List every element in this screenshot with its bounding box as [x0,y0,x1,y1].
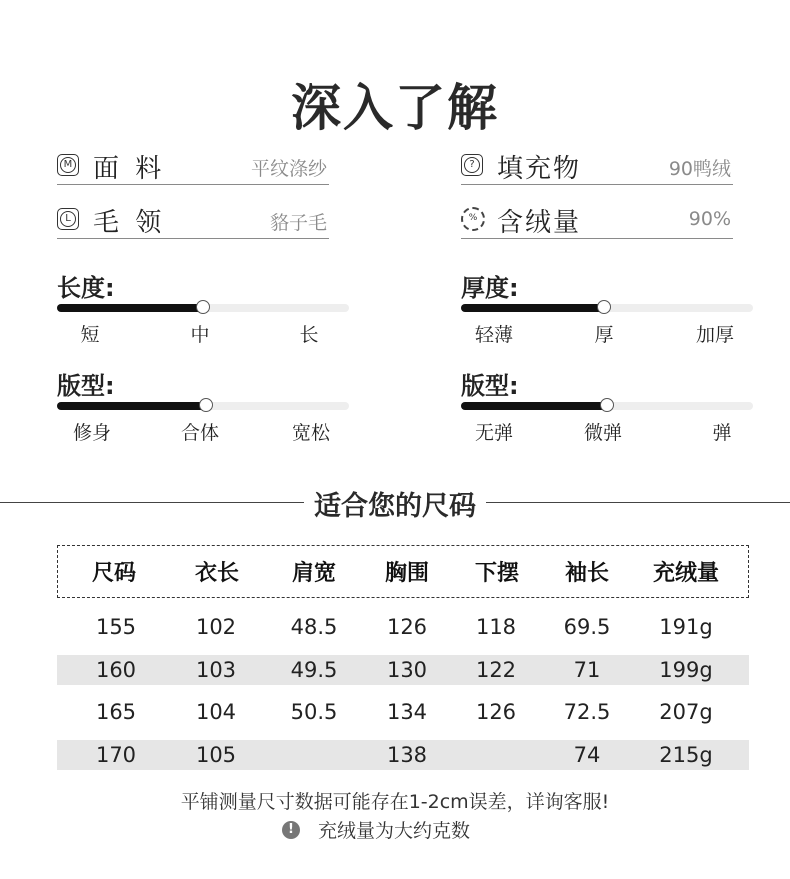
table-cell: 165 [95,700,137,724]
table-cell: 126 [475,700,517,724]
tick-label: 中 [190,324,210,346]
page-title: 深入了解 [291,79,499,137]
attr-down-content-value: 90% [688,208,731,230]
slider-elasticity-label: 版型: [461,372,519,400]
table-cell: 74 [573,743,601,767]
tick-label: 长 [299,324,319,346]
attr-collar-name: 毛 领 [93,208,166,238]
tick-label: 厚 [594,324,614,346]
slider-fill [57,402,206,410]
table-cell: 50.5 [290,700,338,724]
slider-thickness-label: 厚度: [461,274,519,302]
table-cell: 104 [195,700,237,724]
slider-knob [196,300,210,314]
attr-fabric [57,152,329,185]
slider-track [57,304,349,312]
percent-icon: % [461,207,485,231]
slider-knob [600,398,614,412]
slider-length [57,268,349,346]
tick-label: 加厚 [695,324,735,346]
attr-down-content [461,206,733,239]
header-cell: 胸围 [384,561,430,586]
header-cell: 袖长 [564,561,610,586]
tick-label: 修身 [72,422,112,444]
slider-fill [57,304,203,312]
attr-fabric-name: 面 料 [93,154,166,184]
attr-filling [461,152,733,185]
measurement-note: 平铺测量尺寸数据可能存在1-2cm误差，详询客服! [180,791,610,813]
tick-label: 宽松 [291,422,331,444]
table-cell: 134 [386,700,428,724]
fill-note: 充绒量为大约克数 [318,820,471,842]
slider-knob [199,398,213,412]
size-section-title: 适合您的尺码 [304,491,486,522]
table-cell: 215g [659,743,713,767]
header-cell: 尺码 [91,561,137,586]
attr-collar-value: 貉子毛 [269,212,327,234]
table-row [57,697,749,727]
attr-filling-name: 填充物 [497,154,582,184]
table-cell: 126 [386,615,428,639]
fabric-icon: M [57,154,79,176]
header-cell: 衣长 [194,561,240,586]
attr-down-content-name: 含绒量 [497,208,582,238]
fill-note-line [282,816,470,843]
table-cell: 207g [659,700,713,724]
slider-thickness [461,268,753,346]
table-cell: 170 [95,743,137,767]
collar-icon: L [57,208,79,230]
table-cell: 118 [475,615,517,639]
header-cell: 下摆 [474,561,520,586]
attr-filling-value: 90鸭绒 [668,158,731,180]
slider-track [57,402,349,410]
tick-label: 轻薄 [474,324,514,346]
table-cell: 72.5 [563,700,611,724]
table-cell: 102 [195,615,237,639]
tick-label: 短 [80,324,100,346]
table-header [57,545,749,598]
warning-icon: ! [282,821,300,839]
slider-fit-label: 版型: [57,372,115,400]
slider-knob [597,300,611,314]
table-cell: 49.5 [290,658,338,682]
table-cell: 103 [195,658,237,682]
table-cell: 199g [659,658,713,682]
slider-track [461,304,753,312]
question-icon: ? [461,154,483,176]
slider-fit [57,366,349,444]
attr-fabric-value: 平纹涤纱 [250,158,327,180]
tick-label: 合体 [180,422,220,444]
table-cell: 69.5 [563,615,611,639]
slider-fill [461,304,604,312]
tick-label: 弹 [712,422,732,444]
table-cell: 191g [659,615,713,639]
table-row [57,655,749,685]
table-row [57,740,749,770]
table-cell: 138 [386,743,428,767]
table-cell: 122 [475,658,517,682]
table-cell: 105 [195,743,237,767]
table-row [57,612,749,642]
header-cell: 充绒量 [652,561,720,586]
table-cell: 130 [386,658,428,682]
slider-length-label: 长度: [57,274,115,302]
slider-track [461,402,753,410]
tick-label: 无弹 [474,422,514,444]
slider-elasticity [461,366,753,444]
tick-label: 微弹 [583,422,623,444]
attr-collar [57,206,329,239]
table-cell: 48.5 [290,615,338,639]
table-cell: 71 [573,658,601,682]
table-cell: 160 [95,658,137,682]
slider-fill [461,402,607,410]
table-cell: 155 [95,615,137,639]
header-cell: 肩宽 [291,561,337,586]
